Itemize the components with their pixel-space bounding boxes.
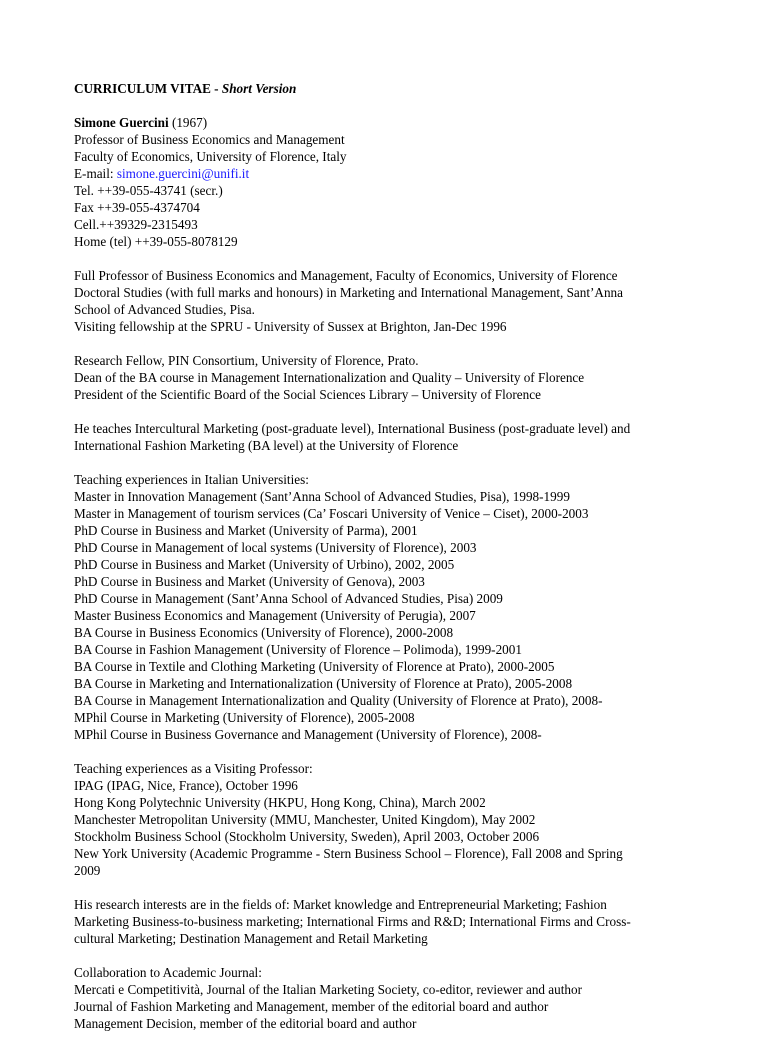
- list-item: BA Course in Business Economics (University of Florence), 2000-2008: [74, 625, 454, 640]
- position-item: Full Professor of Business Economics and Management, Faculty of Economics, University of Florence: [74, 268, 618, 283]
- fax-line: Fax ++39-055-4374704: [74, 200, 200, 215]
- position-line: Professor of Business Economics and Management: [74, 132, 345, 147]
- email-link[interactable]: simone.guercini@unifi.it: [116, 166, 250, 181]
- faculty-line: Faculty of Economics, University of Florence, Italy: [74, 149, 347, 164]
- list-item: Hong Kong Polytechnic University (HKPU, Hong Kong, China), March 2002: [74, 795, 486, 810]
- list-item: 2009: [74, 863, 101, 878]
- list-item: IPAG (IPAG, Nice, France), October 1996: [74, 778, 298, 793]
- tel-line: Tel. ++39-055-43741 (secr.): [74, 183, 223, 198]
- roles-section: [74, 352, 714, 403]
- research-line: His research interests are in the fields of: Market knowledge and Entrepreneurial Marketing; Fashion: [74, 897, 607, 912]
- position-item: Visiting fellowship at the SPRU - University of Sussex at Brighton, Jan-Dec 1996: [74, 319, 507, 334]
- list-item: BA Course in Textile and Clothing Marketing (University of Florence at Prato), 2000-2005: [74, 659, 555, 674]
- list-item: Master in Management of tourism services (Ca’ Foscari University of Venice – Ciset), 2000-2003: [74, 506, 589, 521]
- positions-section: [74, 267, 714, 335]
- journals-section: [74, 964, 714, 1032]
- cv-title: [74, 80, 714, 97]
- list-item: Management Decision, member of the editorial board and author: [74, 1016, 417, 1031]
- list-item: BA Course in Marketing and Internationalization (University of Florence at Prato), 2005-2008: [74, 676, 573, 691]
- list-item: PhD Course in Business and Market (University of Parma), 2001: [74, 523, 418, 538]
- section-heading: Collaboration to Academic Journal:: [74, 965, 262, 980]
- italian-teaching-section: [74, 471, 714, 743]
- research-line: cultural Marketing; Destination Management and Retail Marketing: [74, 931, 428, 946]
- section-heading: Teaching experiences as a Visiting Professor:: [74, 761, 313, 776]
- cv-document: [74, 80, 714, 1049]
- cv-title-main: CURRICULUM VITAE -: [74, 81, 222, 96]
- research-line: Marketing Business-to-business marketing; International Firms and R&D; International Firms and Cross-: [74, 914, 631, 929]
- visiting-section: [74, 760, 714, 879]
- list-item: Journal of Fashion Marketing and Management, member of the editorial board and author: [74, 999, 549, 1014]
- list-item: BA Course in Fashion Management (University of Florence – Polimoda), 1999-2001: [74, 642, 522, 657]
- email-label: E-mail:: [74, 166, 117, 181]
- cell-line: Cell.++39329-2315493: [74, 217, 198, 232]
- teaching-summary-line: He teaches Intercultural Marketing (post-graduate level), International Business (post-graduate level) and: [74, 421, 631, 436]
- list-item: PhD Course in Management (Sant’Anna School of Advanced Studies, Pisa) 2009: [74, 591, 503, 606]
- list-item: Mercati e Competitività, Journal of the Italian Marketing Society, co-editor, reviewer and author: [74, 982, 582, 997]
- cv-title-sub: Short Version: [221, 81, 297, 96]
- list-item: Manchester Metropolitan University (MMU, Manchester, United Kingdom), May 2002: [74, 812, 536, 827]
- role-item: Dean of the BA course in Management Internationalization and Quality – University of Florence: [74, 370, 585, 385]
- list-item: Master Business Economics and Management (University of Perugia), 2007: [74, 608, 476, 623]
- teaching-summary: [74, 420, 714, 454]
- position-item: Doctoral Studies (with full marks and honours) in Marketing and International Management, Sant’Anna: [74, 285, 623, 300]
- list-item: BA Course in Management Internationalization and Quality (University of Florence at Prato), 2008-: [74, 693, 603, 708]
- position-item: School of Advanced Studies, Pisa.: [74, 302, 255, 317]
- list-item: Master in Innovation Management (Sant’Anna School of Advanced Studies, Pisa), 1998-1999: [74, 489, 570, 504]
- list-item: MPhil Course in Marketing (University of Florence), 2005-2008: [74, 710, 415, 725]
- list-item: PhD Course in Management of local systems (University of Florence), 2003: [74, 540, 477, 555]
- list-item: PhD Course in Business and Market (University of Urbino), 2002, 2005: [74, 557, 455, 572]
- home-line: Home (tel) ++39-055-8078129: [74, 234, 238, 249]
- birth-year: (1967): [168, 115, 208, 130]
- teaching-summary-line: International Fashion Marketing (BA level) at the University of Florence: [74, 438, 459, 453]
- person-name: Simone Guercini: [74, 115, 169, 130]
- role-item: President of the Scientific Board of the Social Sciences Library – University of Florence: [74, 387, 541, 402]
- section-heading: Teaching experiences in Italian Universities:: [74, 472, 309, 487]
- role-item: Research Fellow, PIN Consortium, University of Florence, Prato.: [74, 353, 419, 368]
- contact-block: [74, 114, 714, 250]
- list-item: New York University (Academic Programme - Stern Business School – Florence), Fall 2008 and Spring: [74, 846, 623, 861]
- list-item: Stockholm Business School (Stockholm University, Sweden), April 2003, October 2006: [74, 829, 540, 844]
- list-item: MPhil Course in Business Governance and Management (University of Florence), 2008-: [74, 727, 542, 742]
- research-section: [74, 896, 714, 947]
- list-item: PhD Course in Business and Market (University of Genova), 2003: [74, 574, 425, 589]
